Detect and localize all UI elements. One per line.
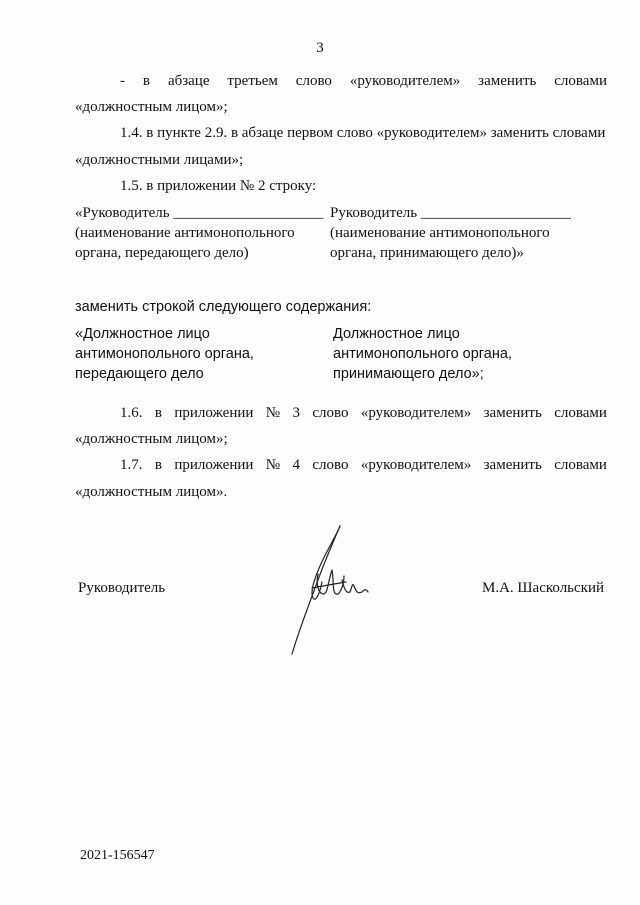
paragraph-1-7-line-2: «должностным лицом». [75,484,228,500]
new-row-right-line: Должностное лицо [333,326,460,342]
word: заменить [483,457,542,473]
word: «руководителем» [349,73,461,89]
word: в [154,457,162,473]
old-row-left [75,203,323,263]
old-row-left-line: (наименование антимонопольного [75,225,295,241]
new-row-right-line: антимонопольного органа, [333,346,512,362]
word: абзаце [167,73,210,89]
paragraph-1-6-line-1 [120,405,607,422]
word: слово [312,457,349,473]
paragraph-1-line-2: «должностным лицом»; [75,99,228,115]
new-row-left-line: антимонопольного органа, [75,346,254,362]
word: 3 [292,405,300,421]
word: заменить [478,73,537,89]
new-row-left-line: «Должностное лицо [75,326,210,342]
old-row-right-line: органа, принимающего дело)» [330,245,524,261]
page-number: 3 [316,40,324,56]
word: в [142,73,151,89]
word: «руководителем» [360,405,472,421]
paragraph-1-7-line-1 [120,457,607,474]
signer-name: М.А. Шаскольский [482,580,605,596]
word: - [120,73,125,89]
old-row-left-line: органа, передающего дело) [75,245,249,261]
old-row-left-line: «Руководитель ____________________ [75,205,324,221]
word: слово [312,405,349,421]
word: третьем [227,73,278,89]
paragraph-1-4-line-2: «должностными лицами»; [75,152,244,168]
new-row-left-line: передающего дело [75,366,204,382]
paragraph-1-5-line-1: 1.5. в приложении № 2 строку: [120,178,317,194]
word: № [265,405,281,421]
word: словами [554,405,607,421]
word: словами [554,73,607,89]
paragraph-1-4-line-1: 1.4. в пункте 2.9. в абзаце первом слово «руководителем» заменить словами [120,125,606,141]
new-row-left [75,324,254,384]
word: 4 [292,457,300,473]
word: заменить [483,405,542,421]
paragraph-1-6-line-2: «должностным лицом»; [75,431,228,447]
new-row-right [333,324,512,384]
replace-line: заменить строкой следующего содержания: [75,299,372,315]
new-row-right-line: принимающего дело»; [333,366,484,382]
document-number: 2021-156547 [80,848,155,863]
word: словами [554,457,607,473]
handwritten-signature [282,522,382,667]
word: приложении [174,405,254,421]
word: № [265,457,281,473]
word: слово [295,73,332,89]
word: 1.6. [120,405,143,421]
word: «руководителем» [360,457,472,473]
word: в [154,405,162,421]
word: приложении [174,457,254,473]
word: 1.7. [120,457,143,473]
signer-title: Руководитель [78,580,166,596]
paragraph-1-line-1 [120,73,607,90]
old-row-right-line: (наименование антимонопольного [330,225,550,241]
old-row-right [330,203,571,263]
old-row-right-line: Руководитель ____________________ [330,205,571,221]
